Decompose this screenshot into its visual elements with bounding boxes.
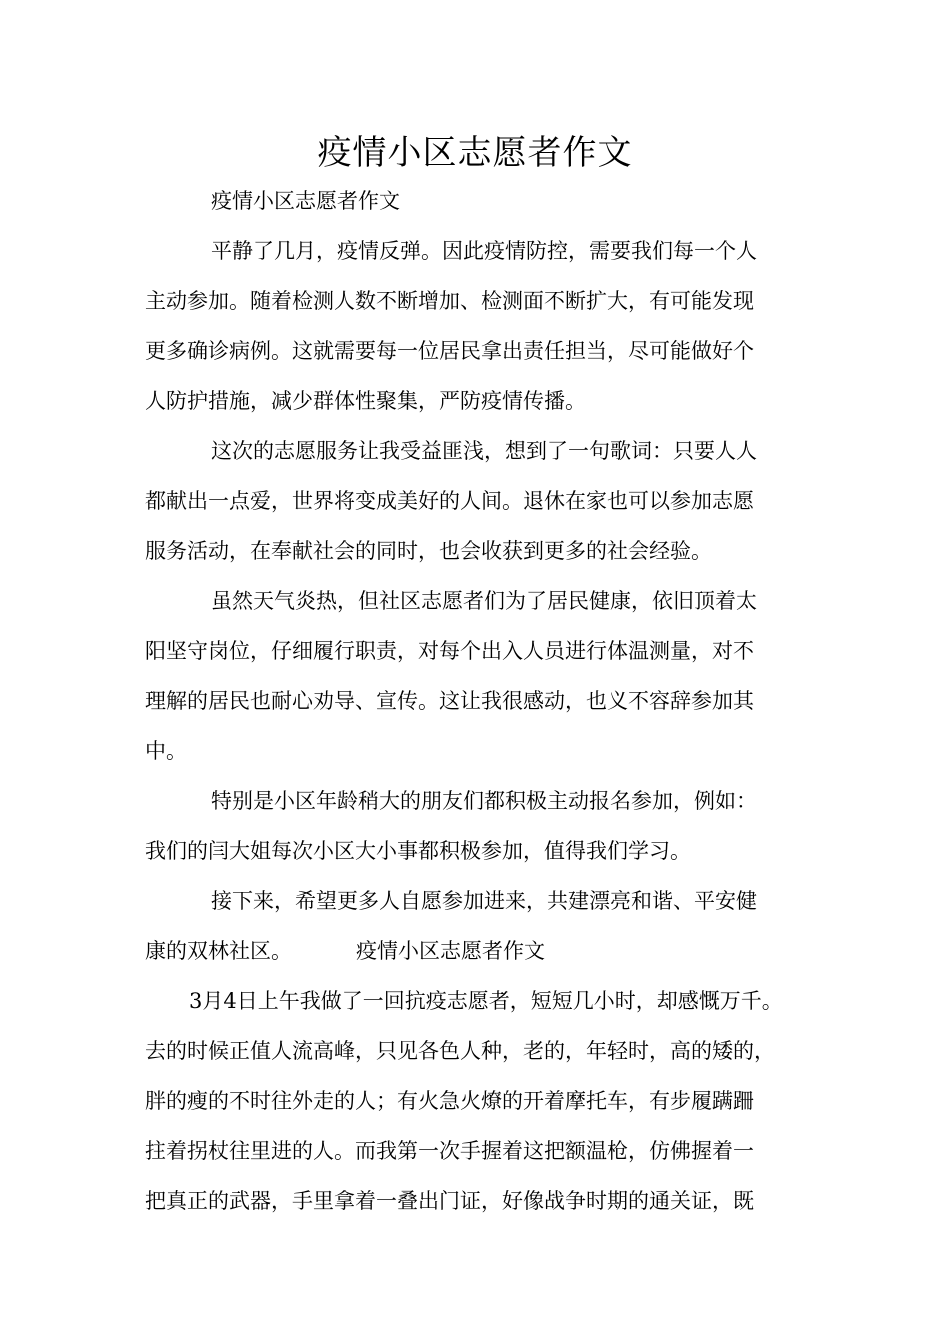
text-line: 人防护措施，减少群体性聚集，严防疫情传播。 [145, 389, 586, 413]
text-line: 这次的志愿服务让我受益匪浅，想到了一句歌词：只要人人 [211, 439, 757, 463]
text-line: 拄着拐杖往里进的人。而我第一次手握着这把额温枪，仿佛握着一 [145, 1139, 754, 1163]
text-line: 3月4日上午我做了一回抗疫志愿者，短短几小时，却感慨万千。 [189, 989, 783, 1013]
text-line: 更多确诊病例。这就需要每一位居民拿出责任担当，尽可能做好个 [145, 339, 754, 363]
text-line: 中。 [145, 739, 187, 763]
document-body [145, 176, 815, 1226]
text-line: 虽然天气炎热，但社区志愿者们为了居民健康，依旧顶着太 [211, 589, 757, 613]
paragraph-subtitle [145, 176, 815, 226]
text-line: 特别是小区年龄稍大的朋友们都积极主动报名参加，例如： [211, 789, 757, 813]
text-fragment: 康的双林社区。 [145, 939, 292, 963]
document-title: 疫情小区志愿者作文 [317, 133, 633, 173]
paragraph [145, 776, 815, 876]
text-line: 理解的居民也耐心劝导、宣传。这让我很感动，也义不容辞参加其 [145, 689, 754, 713]
text-line: 服务活动，在奉献社会的同时，也会收获到更多的社会经验。 [145, 539, 712, 563]
paragraph [145, 426, 815, 576]
section-heading: 疫情小区志愿者作文 [356, 939, 545, 963]
text-line: 去的时候正值人流高峰，只见各色人种，老的，年轻时，高的矮的， [145, 1039, 775, 1063]
text-line: 都献出一点爱，世界将变成美好的人间。退休在家也可以参加志愿 [145, 489, 754, 513]
text-line: 阳坚守岗位，仔细履行职责，对每个出入人员进行体温测量，对不 [145, 639, 754, 663]
text-line: 平静了几月，疫情反弹。因此疫情防控，需要我们每一个人 [211, 239, 757, 263]
text-line: 接下来，希望更多人自愿参加进来，共建漂亮和谐、平安健 [211, 889, 757, 913]
text-line: 我们的闫大姐每次小区大小事都积极参加，值得我们学习。 [145, 839, 691, 863]
paragraph [145, 876, 815, 976]
paragraph [145, 576, 815, 776]
text-line: 胖的瘦的不时往外走的人；有火急火燎的开着摩托车，有步履蹒跚 [145, 1089, 754, 1113]
text-line [145, 926, 815, 976]
text-line: 疫情小区志愿者作文 [211, 189, 400, 213]
text-line: 主动参加。随着检测人数不断增加、检测面不断扩大，有可能发现 [145, 289, 754, 313]
paragraph [145, 226, 815, 426]
text-line: 把真正的武器，手里拿着一叠出门证，好像战争时期的通关证，既 [145, 1189, 754, 1213]
paragraph [145, 976, 815, 1226]
